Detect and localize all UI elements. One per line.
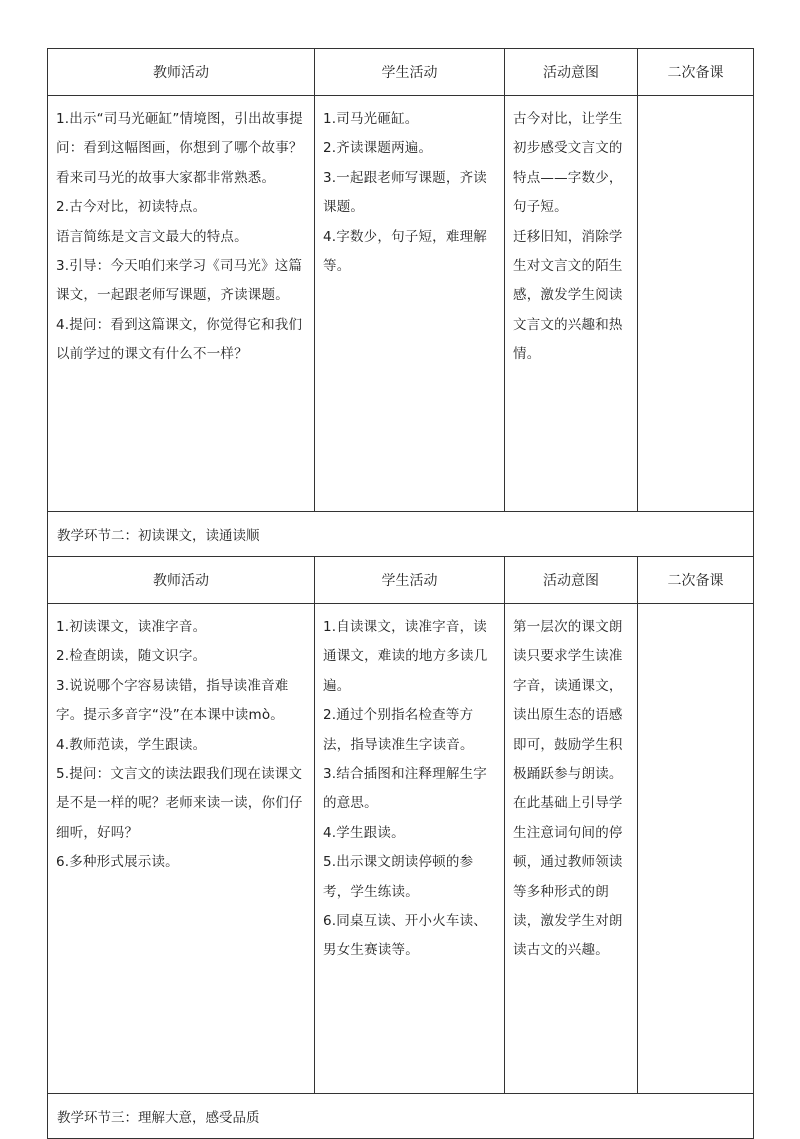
- student-activity-cell-2: [315, 604, 505, 1094]
- text-line: 3.结合插图和注释理解生字的意思。: [323, 766, 487, 812]
- header-second-prep: 二次备课: [638, 557, 754, 604]
- section-title: 教学环节二：初读课文，读通读顺: [48, 512, 754, 557]
- section-title: 教学环节三：理解大意，感受品质: [48, 1094, 754, 1139]
- text-line: 3.说说哪个字容易读错，指导读准音难字。提示多音字“没”在本课中读mò。: [56, 677, 289, 724]
- student-activity-cell-1: [315, 96, 505, 512]
- text-line: 6.多种形式展示读。: [56, 854, 179, 871]
- header-activity-intent: 活动意图: [505, 557, 638, 604]
- text-line: 1.司马光砸缸。: [323, 111, 419, 127]
- header-student-activity: 学生活动: [315, 49, 505, 96]
- text-line: 1.自读课文，读准字音，读通课文，难读的地方多读几遍。: [323, 619, 488, 694]
- header-second-prep: 二次备课: [638, 49, 754, 96]
- text-line: 2.齐读课题两遍。: [323, 140, 433, 157]
- text-line: 1.出示“司马光砸缸”情境图，引出故事提问：看到这幅图画，你想到了哪个故事？: [56, 111, 303, 157]
- header-row: [48, 49, 754, 96]
- header-activity-intent: 活动意图: [505, 49, 638, 96]
- intent-cell-2: [505, 604, 638, 1094]
- text-line: 2.通过个别指名检查等方法，指导读准生字读音。: [323, 707, 474, 753]
- text-line: 语言简练是文言文最大的特点。: [56, 228, 248, 245]
- text-line: 第一层次的课文朗读只要求学生读准字音，读通课文，读出原生态的语感即可，鼓励学生积极踊跃参与朗读。在此基础上引导学生注意词句间的停顿，通过教师领读等多种形式的朗读，激发学生对朗读古文的兴趣。: [513, 619, 623, 959]
- header-teacher-activity: 教师活动: [48, 557, 315, 604]
- header-student-activity: 学生活动: [315, 557, 505, 604]
- text-line: 3.一起跟老师写课题，齐读课题。: [323, 169, 487, 216]
- content-row-2: [48, 604, 754, 1094]
- text-line: 1.初读课文，读准字音。: [56, 619, 207, 635]
- section-row-2: [48, 512, 754, 557]
- text-line: 迁移旧知，消除学生对文言文的陌生感，激发学生阅读文言文的兴趣和热情。: [513, 228, 623, 363]
- lesson-plan-table: [47, 48, 754, 1139]
- second-prep-cell-1: [638, 96, 754, 512]
- content-row-1: [48, 96, 754, 512]
- text-line: 看来司马光的故事大家都非常熟悉。: [56, 169, 276, 186]
- text-line: 5.出示课文朗读停顿的参考，学生练读。: [323, 854, 474, 900]
- text-line: 4.提问：看到这篇课文，你觉得它和我们以前学过的课文有什么不一样？: [56, 316, 303, 363]
- text-line: 6.同桌互读、开小火车读、男女生赛读等。: [323, 913, 487, 959]
- text-line: 2.古今对比，初读特点。: [56, 199, 207, 216]
- intent-cell-1: [505, 96, 638, 512]
- teacher-activity-cell-1: [48, 96, 315, 512]
- text-line: 5.提问：文言文的读法跟我们现在读课文是不是一样的呢？老师来读一读，你们仔细听，好吗？: [56, 766, 303, 841]
- text-line: 2.检查朗读，随文识字。: [56, 648, 207, 665]
- header-teacher-activity: 教师活动: [48, 49, 315, 96]
- header-row: [48, 557, 754, 604]
- text-line: 4.学生跟读。: [323, 824, 405, 841]
- text-line: 4.教师范读，学生跟读。: [56, 736, 207, 753]
- text-line: 3.引导：今天咱们来学习《司马光》这篇课文，一起跟老师写课题，齐读课题。: [56, 258, 303, 304]
- text-line: 古今对比，让学生初步感受文言文的特点——字数少，句子短。: [513, 111, 623, 216]
- second-prep-cell-2: [638, 604, 754, 1094]
- text-line: 4.字数少，句子短，难理解等。: [323, 228, 487, 275]
- teacher-activity-cell-2: [48, 604, 315, 1094]
